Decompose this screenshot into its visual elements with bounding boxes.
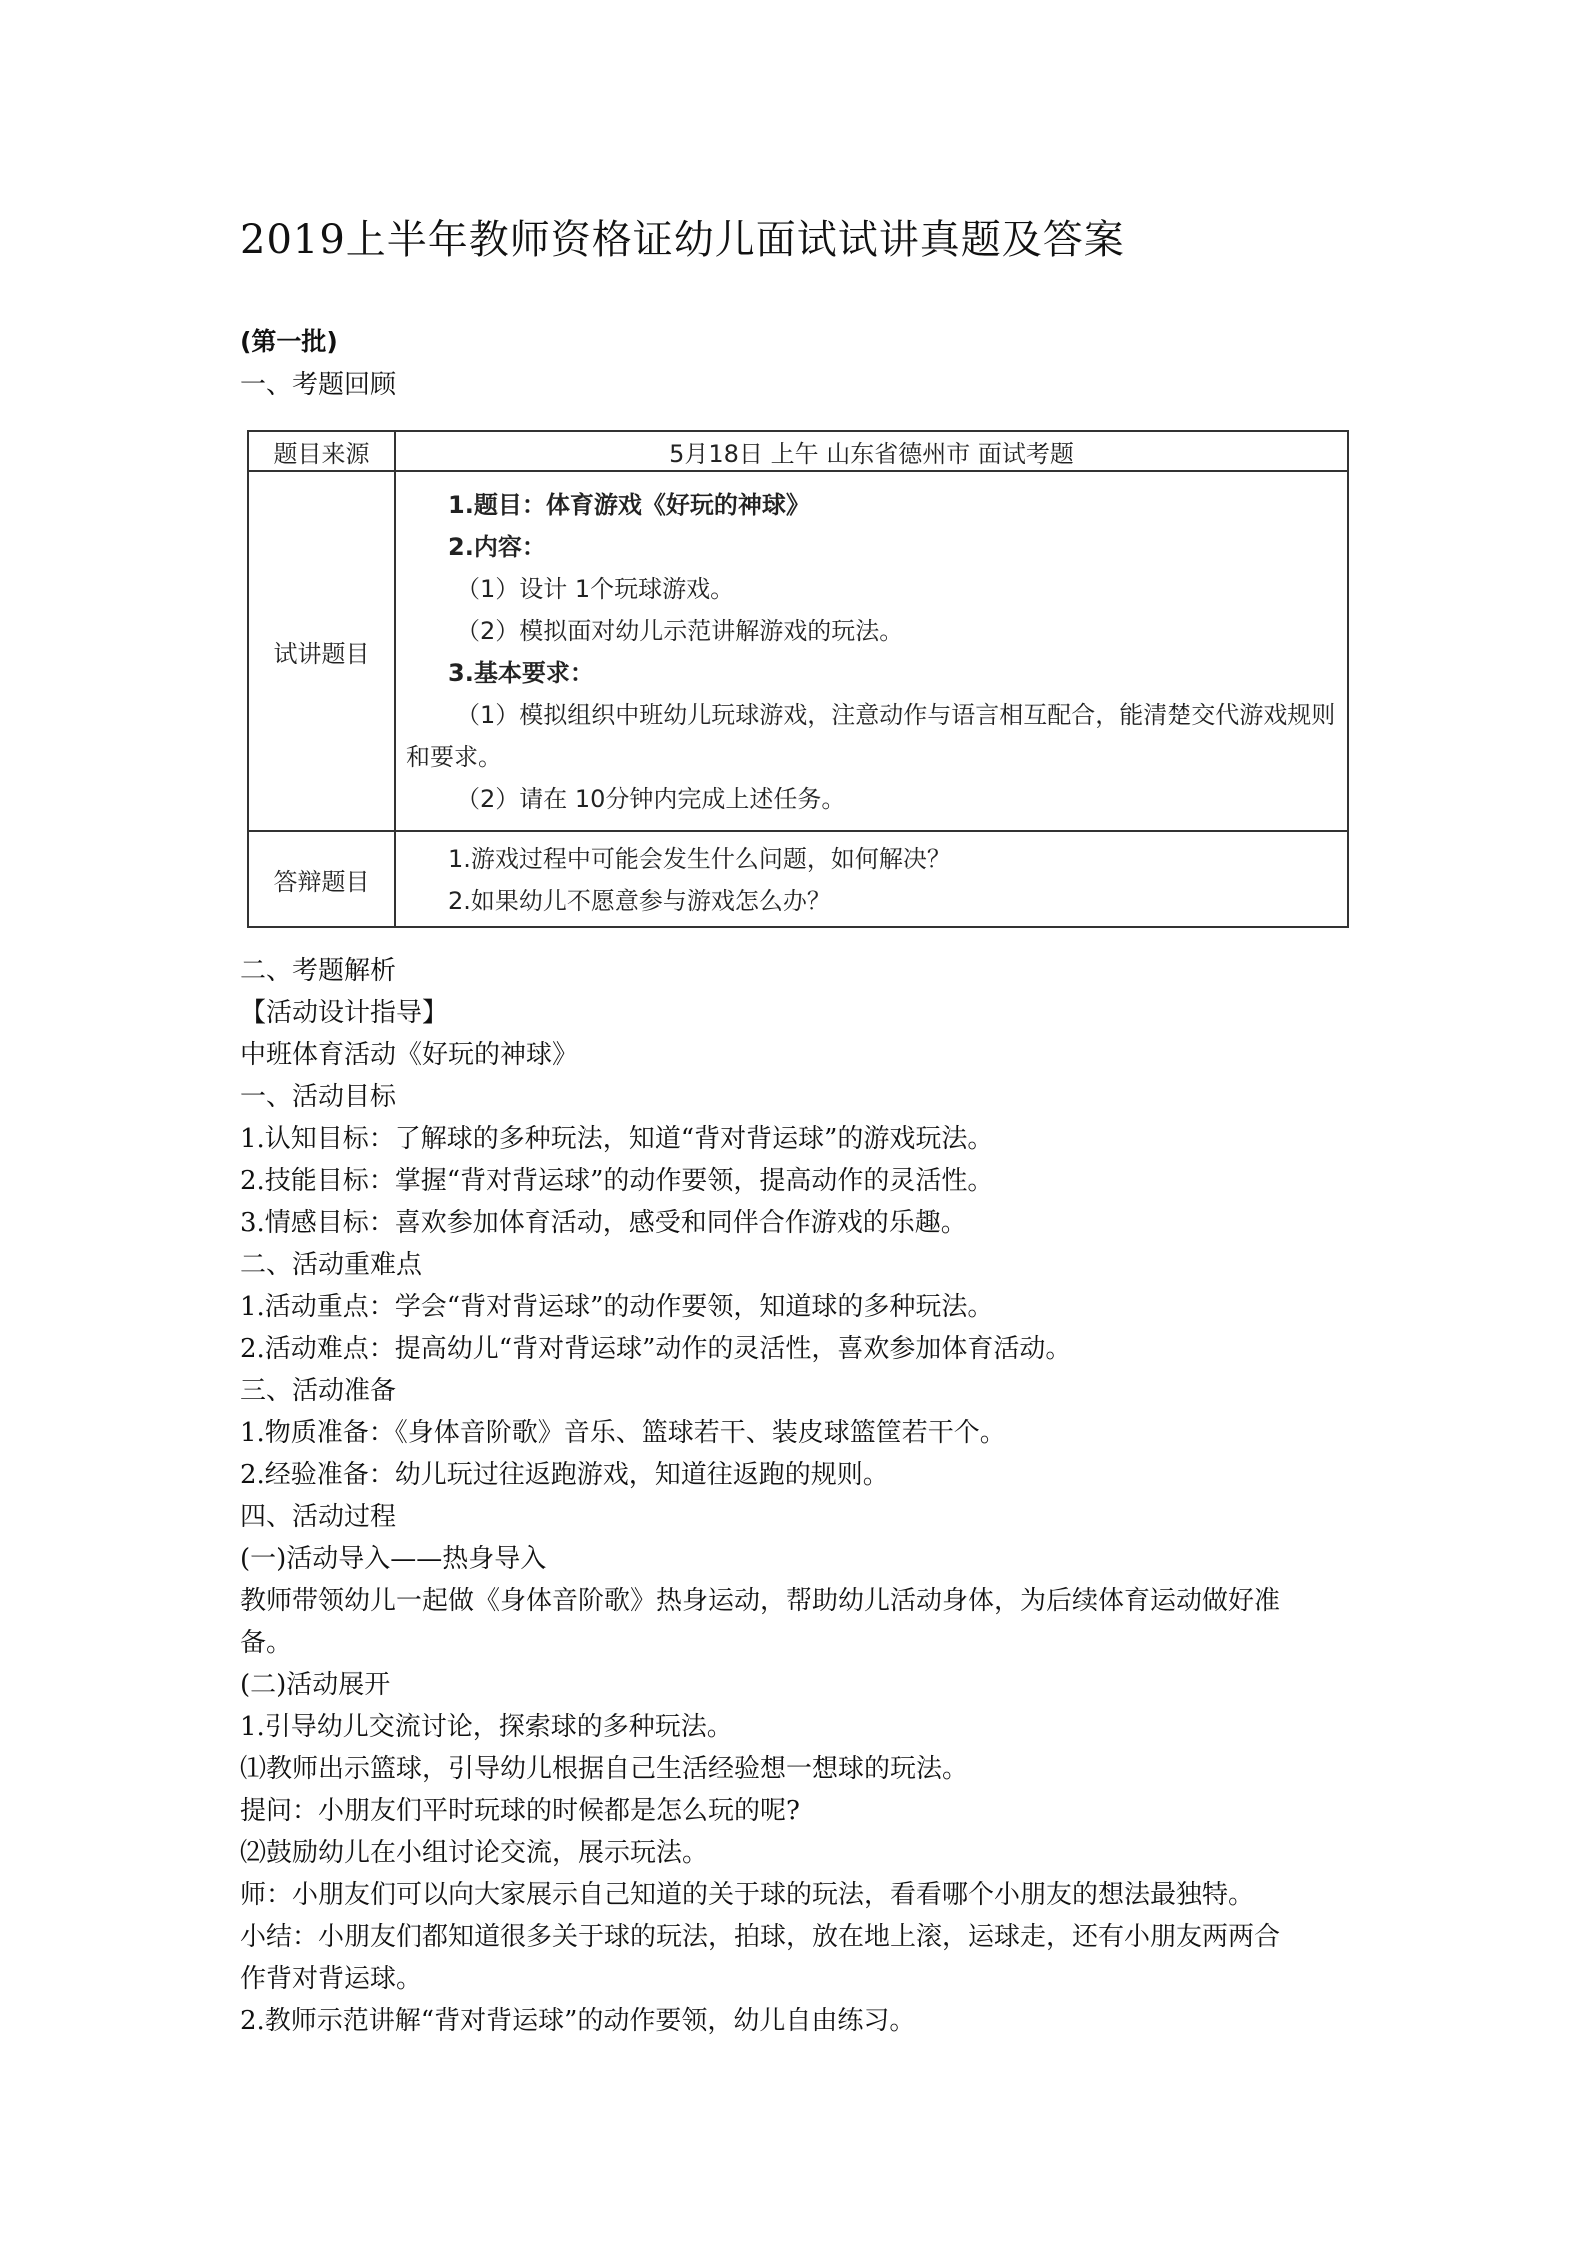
- topic-line: （1）模拟组织中班幼儿玩球游戏，注意动作与语言相互配合，能清楚交代游戏规则: [456, 701, 1336, 729]
- paragraph-line: 1.物质准备：《身体音阶歌》音乐、篮球若干、装皮球篮筐若干个。: [240, 1418, 1006, 1448]
- paragraph-line: ⑵鼓励幼儿在小组讨论交流，展示玩法。: [240, 1838, 709, 1868]
- paragraph-line: ⑴教师出示篮球，引导幼儿根据自己生活经验想一想球的玩法。: [240, 1754, 969, 1784]
- defense-line: 1.游戏过程中可能会发生什么问题，如何解决？: [448, 845, 951, 873]
- paragraph-line: 1.认知目标：了解球的多种玩法，知道“背对背运球”的游戏玩法。: [240, 1124, 994, 1154]
- batch-label: (第一批): [240, 327, 338, 356]
- paragraph-line: 备。: [240, 1628, 293, 1658]
- table-row-source: [248, 431, 1348, 471]
- topic-line: （2）请在 10分钟内完成上述任务。: [456, 785, 846, 813]
- topic-line: 3.基本要求：: [448, 659, 594, 687]
- paragraph-line: 3.情感目标：喜欢参加体育活动，感受和同伴合作游戏的乐趣。: [240, 1208, 967, 1238]
- topic-line: （1）设计 1个玩球游戏。: [456, 575, 735, 603]
- defense-line: 2.如果幼儿不愿意参与游戏怎么办？: [448, 887, 831, 915]
- defense-content: [395, 831, 1348, 927]
- paragraph-line: 1.引导幼儿交流讨论，探索球的多种玩法。: [240, 1712, 733, 1742]
- exam-question-table: [247, 430, 1349, 928]
- source-value: 5月18日 上午 山东省德州市 面试考题: [395, 431, 1348, 471]
- section-heading: 一、活动目标: [240, 1082, 397, 1112]
- section-heading: 三、活动准备: [240, 1376, 397, 1406]
- analysis-body: [240, 950, 1360, 2042]
- paragraph-line: 2.活动难点：提高幼儿“背对背运球”动作的灵活性，喜欢参加体育活动。: [240, 1334, 1072, 1364]
- topic-line: 2.内容：: [448, 533, 546, 561]
- paragraph-line: 2.教师示范讲解“背对背运球”的动作要领，幼儿自由练习。: [240, 2006, 916, 2036]
- section-heading-review: 一、考题回顾: [240, 370, 397, 400]
- topic-label: 试讲题目: [248, 471, 395, 831]
- paragraph-line: 2.经验准备：幼儿玩过往返跑游戏，知道往返跑的规则。: [240, 1460, 889, 1490]
- source-label: 题目来源: [248, 431, 395, 471]
- section-heading: 四、活动过程: [240, 1502, 397, 1532]
- sub-heading: (二)活动展开: [240, 1670, 391, 1700]
- paragraph-line: 2.技能目标：掌握“背对背运球”的动作要领，提高动作的灵活性。: [240, 1166, 994, 1196]
- table-row-defense: [248, 831, 1348, 927]
- defense-label: 答辩题目: [248, 831, 395, 927]
- paragraph-line: 提问：小朋友们平时玩球的时候都是怎么玩的呢?: [240, 1796, 800, 1826]
- topic-line: （2）模拟面对幼儿示范讲解游戏的玩法。: [456, 617, 904, 645]
- section-heading: 二、活动重难点: [240, 1250, 423, 1280]
- topic-content: [395, 471, 1348, 831]
- paragraph-line: 小结：小朋友们都知道很多关于球的玩法，拍球，放在地上滚，运球走，还有小朋友两两合: [240, 1922, 1281, 1952]
- sub-heading: (一)活动导入——热身导入: [240, 1544, 547, 1574]
- paragraph-line: 师：小朋友们可以向大家展示自己知道的关于球的玩法，看看哪个小朋友的想法最独特。: [240, 1880, 1255, 1910]
- section-heading: 二、考题解析: [240, 956, 397, 986]
- activity-title: 中班体育活动《好玩的神球》: [240, 1040, 579, 1070]
- paragraph-line: 作背对背运球。: [240, 1964, 423, 1994]
- topic-line: 1.题目：体育游戏《好玩的神球》: [448, 491, 810, 519]
- table-row-topic: [248, 471, 1348, 831]
- paragraph-line: 教师带领幼儿一起做《身体音阶歌》热身运动，帮助幼儿活动身体，为后续体育运动做好准: [240, 1586, 1281, 1616]
- page-title: 2019上半年教师资格证幼儿面试试讲真题及答案: [240, 217, 1125, 263]
- paragraph-line: 1.活动重点：学会“背对背运球”的动作要领，知道球的多种玩法。: [240, 1292, 994, 1322]
- topic-line: 和要求。: [406, 743, 502, 771]
- sub-heading: 【活动设计指导】: [240, 998, 449, 1028]
